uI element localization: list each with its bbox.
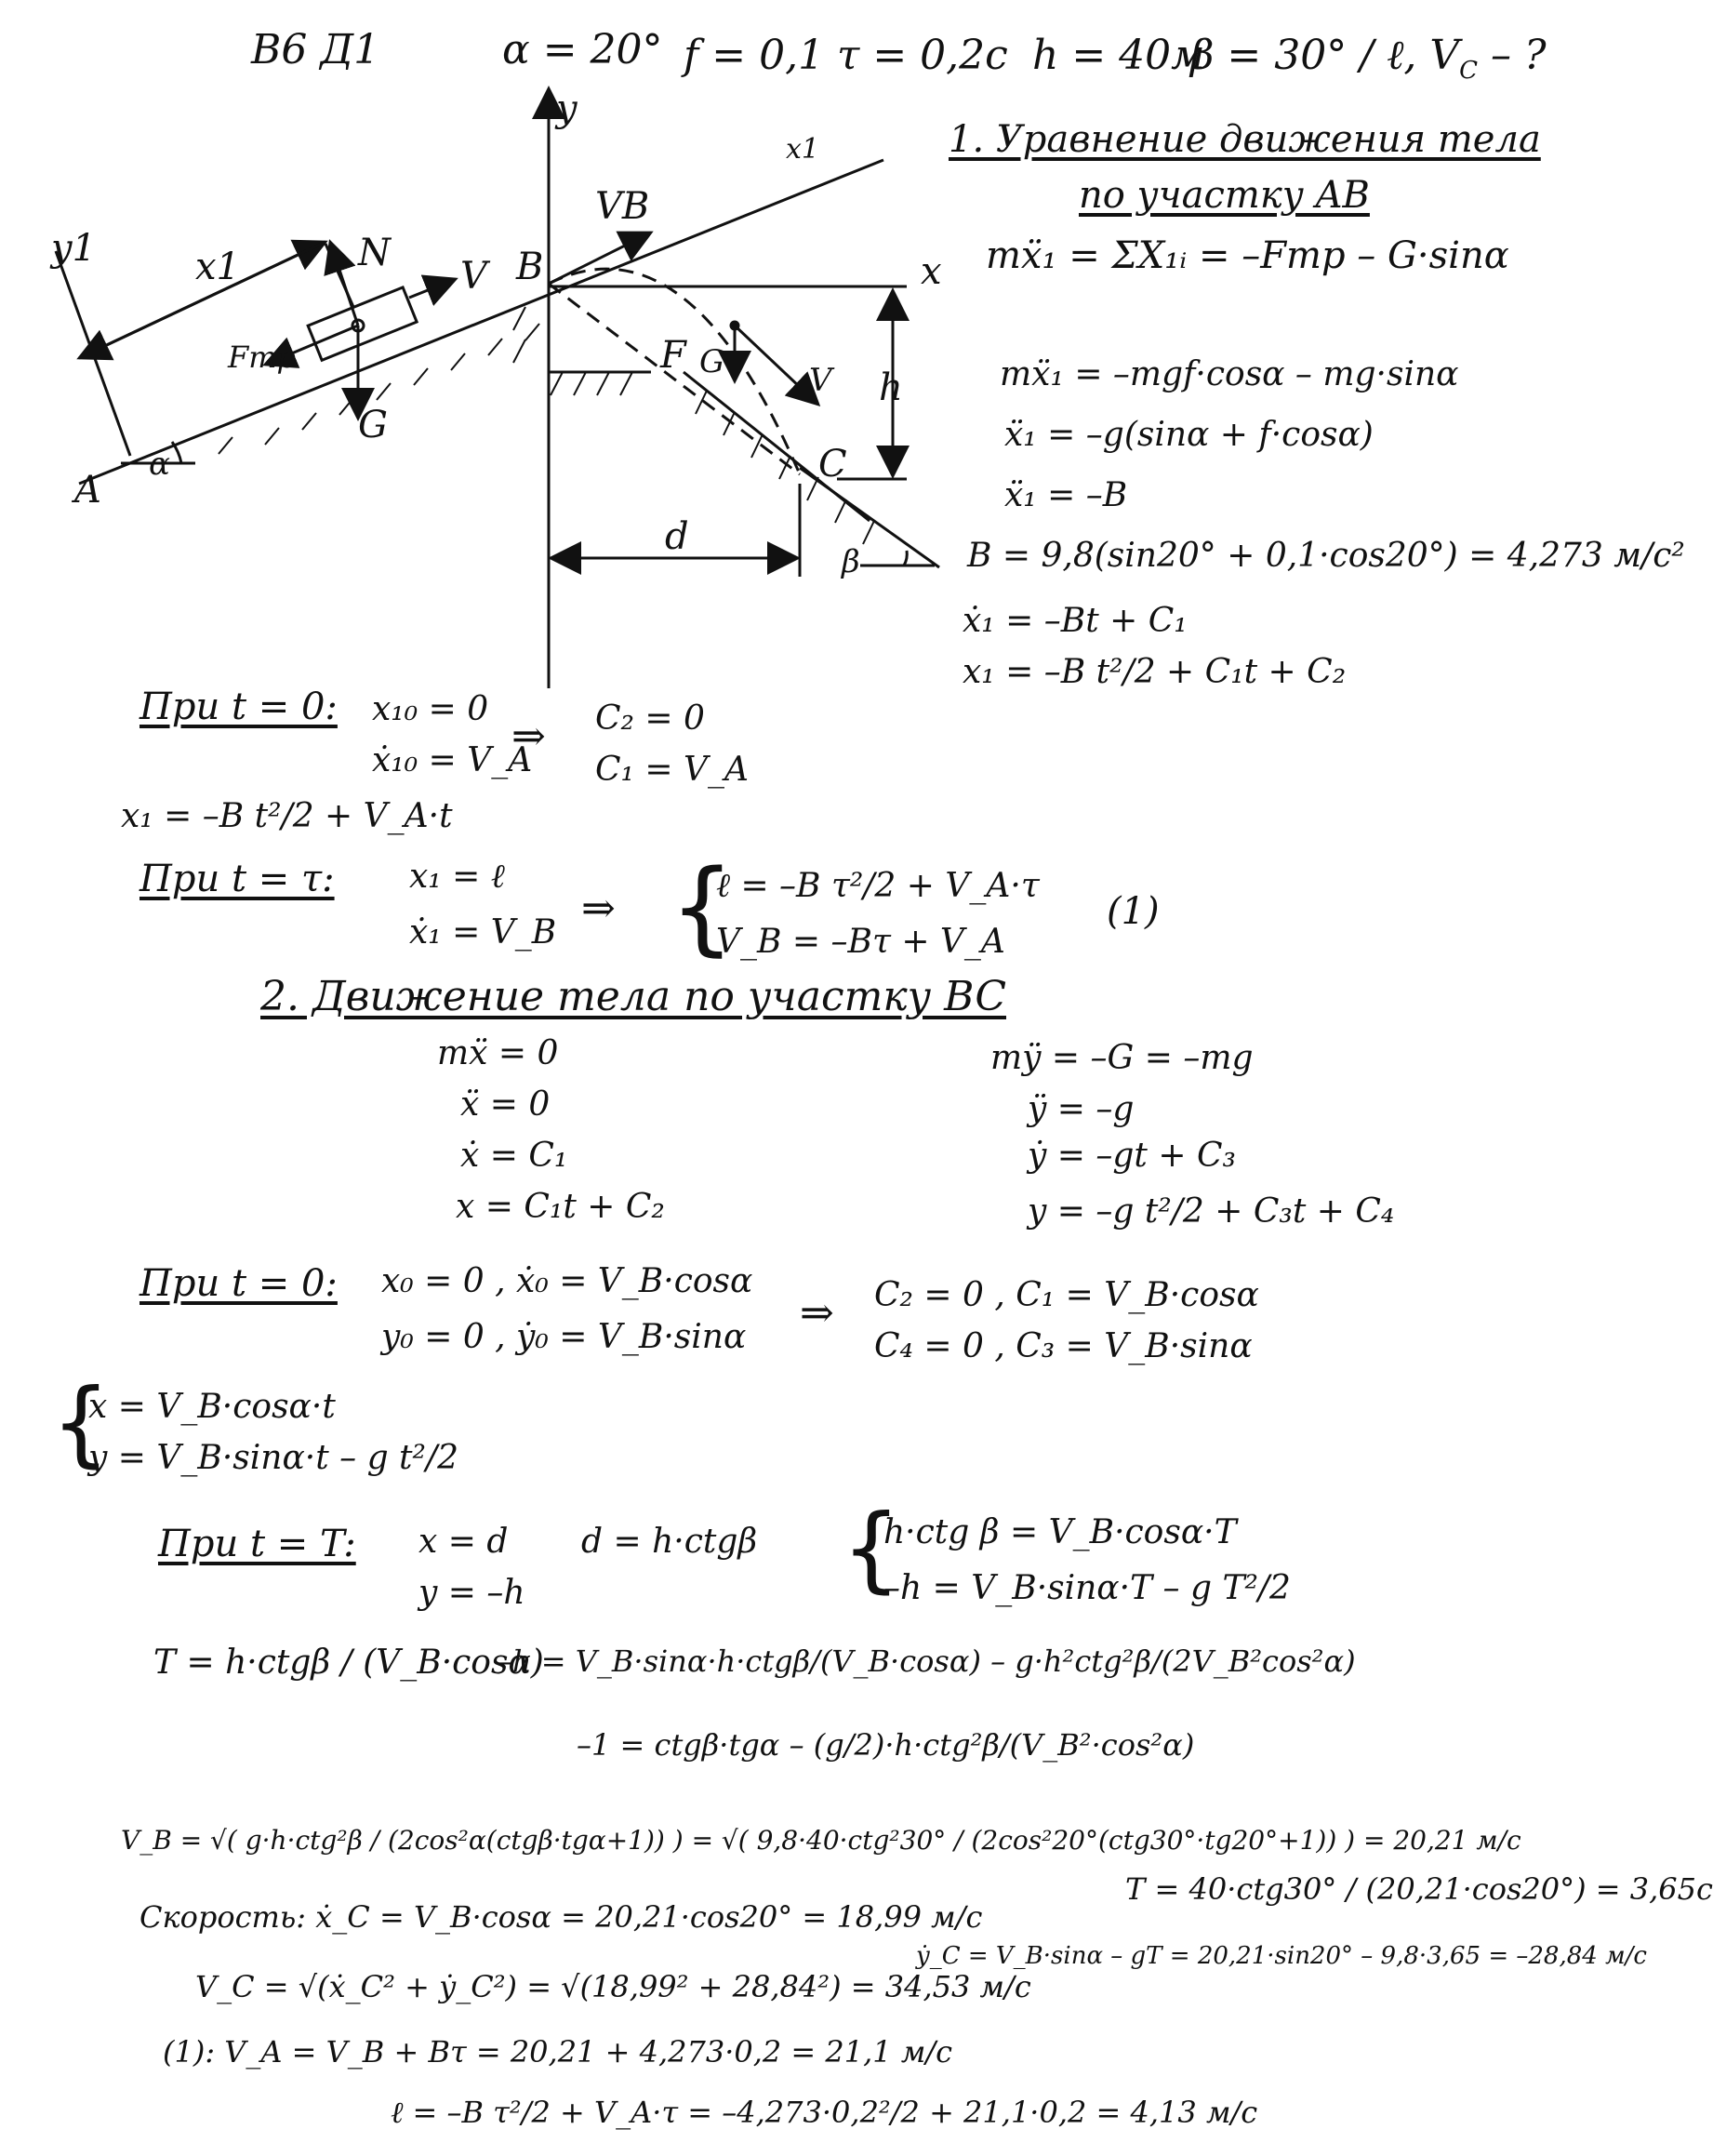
part2-c2: C₄ = 0 , C₃ = V_B·sinα bbox=[874, 1327, 1253, 1365]
part2-va: (1): V_A = V_B + Bτ = 20,21 + 4,273·0,2 = 21,1 м/с bbox=[163, 2034, 953, 2069]
part2-subst: –h = V_B·sinα·h·ctgβ/(V_B·cosα) – g·h²ctg²β/(2V_B²cos²α) bbox=[498, 1644, 1356, 1679]
label-beta: β bbox=[842, 543, 860, 580]
part2-speed: Скорость: ẋ_C = V_B·cosα = 20,21·cos20° = 18,99 м/с bbox=[139, 1899, 983, 1935]
part1-eq4: ẍ₁ = –B bbox=[1004, 476, 1128, 514]
part2-r4: y = –g t²/2 + C₃t + C₄ bbox=[1028, 1192, 1395, 1231]
part1-implies2: ⇒ bbox=[581, 885, 616, 932]
part1-sysnum: (1) bbox=[1107, 890, 1160, 933]
part2-T2: y = –h bbox=[418, 1574, 525, 1612]
label-g2: G bbox=[699, 343, 725, 380]
beta-given: β = 30° / ℓ, $V_C$ – ? bbox=[1190, 32, 1547, 85]
label-y1: y1 bbox=[51, 227, 97, 270]
sliding-block bbox=[308, 287, 417, 360]
part2-l3: ẋ = C₁ bbox=[460, 1137, 568, 1175]
label-b: B bbox=[516, 246, 544, 288]
y1-axis bbox=[56, 251, 130, 456]
v2-arrow bbox=[735, 326, 818, 405]
part1-init1: x₁₀ = 0 bbox=[372, 690, 489, 728]
part2-l1: mẍ = 0 bbox=[437, 1034, 559, 1072]
part1-sys1: ℓ = –B τ²/2 + V_A·τ bbox=[716, 867, 1040, 905]
label-alpha: α bbox=[149, 446, 170, 483]
label-vb: VB bbox=[595, 185, 650, 228]
velocity-arrow bbox=[409, 279, 456, 298]
part2-dexpr: d = h·ctgβ bbox=[581, 1523, 758, 1561]
label-n: N bbox=[358, 232, 391, 274]
variant-label: В6 Д1 bbox=[251, 26, 380, 73]
label-c: C bbox=[818, 443, 847, 486]
part1-eq3: ẍ₁ = –g(sinα + f·cosα) bbox=[1004, 416, 1374, 454]
part1-tau1: x₁ = ℓ bbox=[409, 858, 505, 896]
f-given: f = 0,1 bbox=[684, 32, 825, 79]
part1-eq7: x₁ = –B t²/2 + C₁t + C₂ bbox=[963, 653, 1347, 691]
part2-s2: –h = V_B·sinα·T – g T²/2 bbox=[883, 1569, 1291, 1607]
part2-ydot: ẏ_C = V_B·sinα – gT = 20,21·sin20° – 9,8·3,65 = –28,84 м/с bbox=[916, 1942, 1647, 1970]
label-x1: x1 bbox=[195, 246, 241, 288]
part2-r1: mÿ = –G = –mg bbox=[990, 1039, 1254, 1077]
part2-T1: x = d bbox=[418, 1523, 509, 1561]
label-h: h bbox=[879, 366, 903, 409]
normal-force-arrow bbox=[330, 242, 358, 326]
label-f: F bbox=[660, 334, 686, 377]
part2-vc: V_C = √(ẋ_C² + ẏ_C²) = √(18,99² + 28,84²) = 34,53 м/с bbox=[195, 1969, 1031, 2004]
label-v: V bbox=[460, 255, 487, 298]
part1-init2: ẋ₁₀ = V_A bbox=[372, 741, 533, 779]
part2-Texpr: T = h·ctgβ / (V_B·cosα) bbox=[153, 1644, 544, 1682]
T-system-brace: { bbox=[842, 1494, 901, 1603]
part1-tau-label: При t = τ: bbox=[139, 858, 335, 900]
part2-i2: y₀ = 0 , ẏ₀ = V_B·sinα bbox=[381, 1318, 747, 1356]
vb-arrow bbox=[549, 233, 651, 284]
part1-law: x₁ = –B t²/2 + V_A·t bbox=[121, 797, 453, 835]
part2-m2: y = V_B·sinα·t – g t²/2 bbox=[88, 1439, 458, 1477]
part1-eq2: mẍ₁ = –mgf·cosα – mg·sinα bbox=[1000, 355, 1459, 393]
part1-eq1: mẍ₁ = ΣX₁ᵢ = –Fтр – G·sinα bbox=[986, 234, 1509, 277]
label-ftr: Fтр bbox=[228, 339, 297, 375]
part2-r2: ÿ = –g bbox=[1028, 1090, 1135, 1128]
alpha-given: α = 20° bbox=[502, 26, 663, 73]
part2-m1: x = V_B·cosα·t bbox=[88, 1388, 336, 1426]
label-d: d bbox=[665, 515, 689, 558]
part1-sys2: V_B = –Bτ + V_A bbox=[716, 923, 1005, 961]
part1-eq5: B = 9,8(sin20° + 0,1·cos20°) = 4,273 м/с² bbox=[967, 537, 1685, 575]
part2-l2: ẍ = 0 bbox=[460, 1085, 551, 1124]
part1-res1: C₂ = 0 bbox=[595, 699, 705, 738]
part2-s1: h·ctg β = V_B·cosα·T bbox=[883, 1513, 1237, 1551]
part1-init-label: При t = 0: bbox=[139, 685, 338, 728]
part2-implies: ⇒ bbox=[800, 1289, 834, 1337]
part2-r3: ẏ = –gt + C₃ bbox=[1028, 1137, 1236, 1175]
h-given: h = 40м bbox=[1032, 32, 1205, 79]
label-g: G bbox=[358, 404, 388, 446]
label-v2: V bbox=[809, 362, 832, 399]
beta-arc bbox=[904, 551, 907, 566]
motion-brace: { bbox=[51, 1368, 111, 1477]
part1-eq6: ẋ₁ = –Bt + C₁ bbox=[963, 602, 1188, 640]
part2-c1: C₂ = 0 , C₁ = V_B·cosα bbox=[874, 1276, 1259, 1314]
part1-implies: ⇒ bbox=[511, 712, 546, 760]
label-a: A bbox=[74, 469, 101, 512]
part2-l4: x = C₁t + C₂ bbox=[456, 1188, 665, 1226]
part2-ell: ℓ = –B τ²/2 + V_A·τ = –4,273·0,2²/2 + 21,1·0,2 = 4,13 м/с bbox=[391, 2095, 1258, 2130]
part1-res2: C₁ = V_A bbox=[595, 751, 750, 789]
part2-vb: V_B = √( g·h·ctg²β / (2cos²α(ctgβ·tgα+1)) ) = √( 9,8·40·ctg²30° / (2cos²20°(ctg30°·tg20°+1)) ) = 20,21 м/с bbox=[121, 1825, 1521, 1856]
part1-heading-line2: по участку AB bbox=[1079, 174, 1370, 217]
part2-simpl: –1 = ctgβ·tgα – (g/2)·h·ctg²β/(V_B²·cos²α) bbox=[577, 1727, 1195, 1763]
part1-heading-line1: 1. Уравнение движения тела bbox=[949, 118, 1541, 161]
tau-given: τ = 0,2c bbox=[837, 32, 1008, 79]
part2-i1: x₀ = 0 , ẋ₀ = V_B·cosα bbox=[381, 1262, 753, 1300]
part2-T-label: При t = T: bbox=[158, 1523, 356, 1565]
label-y: y bbox=[556, 87, 578, 130]
part2-heading: 2. Движение тела по участку BC bbox=[260, 973, 1006, 1020]
part2-tval: T = 40·ctg30° / (20,21·cos20°) = 3,65c bbox=[1125, 1871, 1713, 1907]
label-x: x bbox=[921, 250, 942, 293]
label-x1-axis: x1 bbox=[786, 133, 820, 166]
part1-tau2: ẋ₁ = V_B bbox=[409, 913, 557, 952]
part2-init-label: При t = 0: bbox=[139, 1262, 338, 1305]
system-brace: { bbox=[670, 847, 735, 966]
